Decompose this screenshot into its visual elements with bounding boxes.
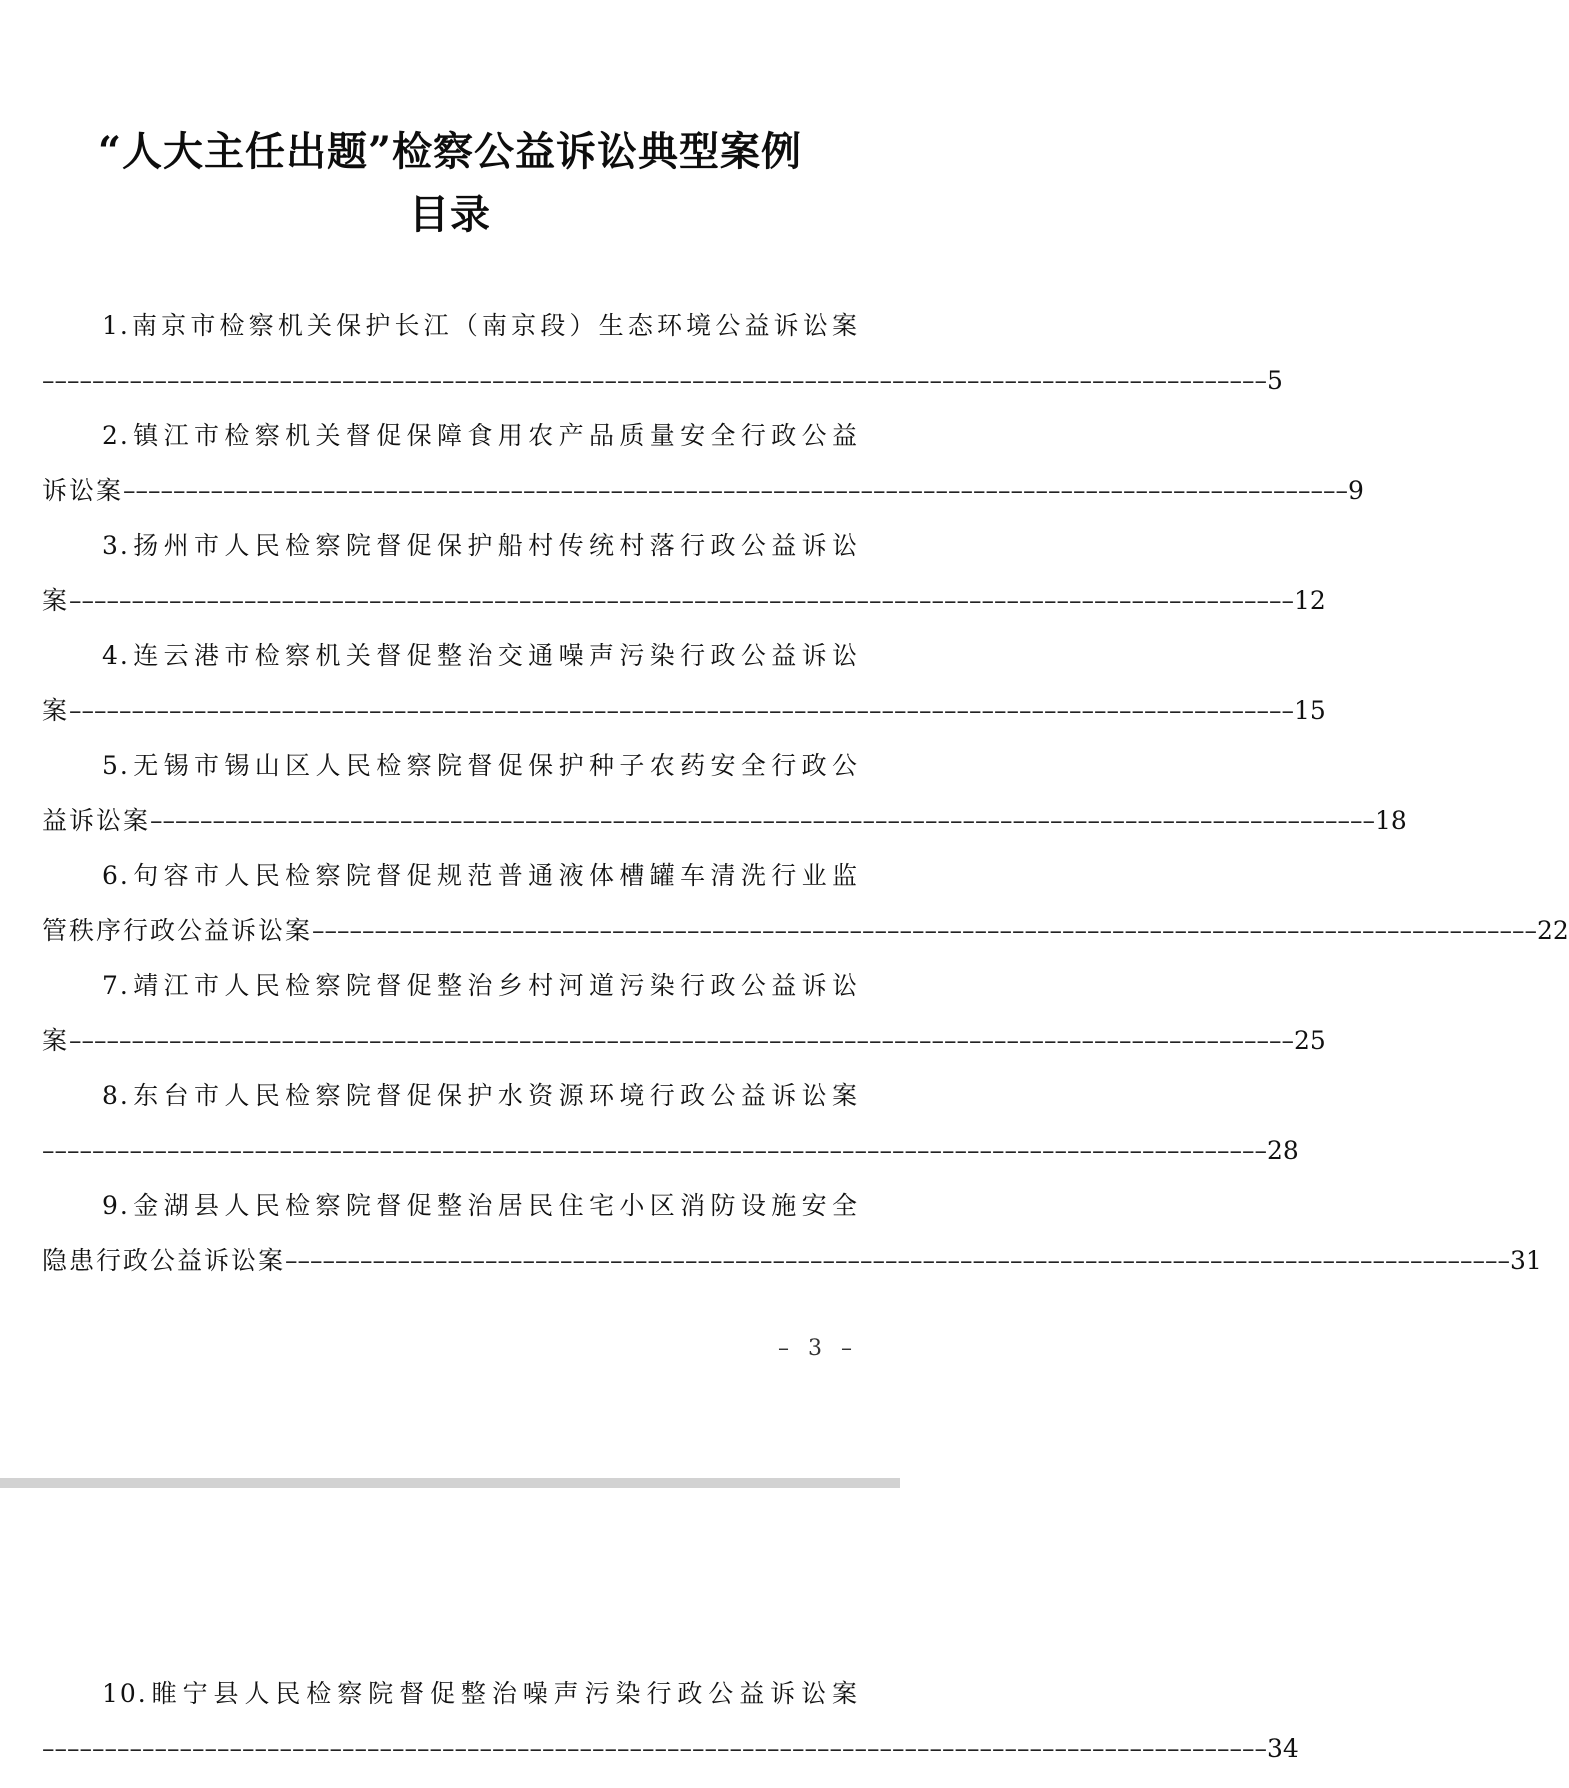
table-of-contents-continued bbox=[42, 1666, 1299, 1776]
page-folio: – 3 – bbox=[778, 1336, 858, 1361]
toc-page-number: 34 bbox=[1267, 1734, 1299, 1763]
document-page-4 bbox=[0, 1488, 1299, 1788]
toc-entry-10[interactable] bbox=[42, 1666, 1299, 1776]
dotted-leader: –––––––––––––––––––––––––––––––––––––––––––––––––––––––––––––––––––––––––––––––––––––––––––––––––– bbox=[69, 586, 1295, 615]
toc-entry-leader-line bbox=[42, 683, 1326, 738]
toc-page-number: 25 bbox=[1294, 1026, 1326, 1055]
toc-entry-leader-line bbox=[42, 1233, 1542, 1288]
dotted-leader: –––––––––––––––––––––––––––––––––––––––––––––––––––––––––––––––––––––––––––––––––––––––––––––––––– bbox=[123, 476, 1349, 505]
toc-page-number: 22 bbox=[1537, 916, 1569, 945]
toc-entry-continuation: 隐患行政公益诉讼案 bbox=[42, 1246, 286, 1275]
toc-entry-continuation: 案 bbox=[42, 586, 70, 615]
toc-entry-text: 10.睢宁县人民检察院督促整治噪声污染行政公益诉讼案 bbox=[102, 1679, 859, 1708]
toc-page-number: 9 bbox=[1348, 476, 1364, 505]
toc-entry-6[interactable] bbox=[42, 848, 1569, 958]
toc-entry-text: 1.南京市检察机关保护长江（南京段）生态环境公益诉讼案 bbox=[102, 311, 859, 340]
toc-page-number: 28 bbox=[1267, 1136, 1299, 1165]
toc-entry-text: 7.靖江市人民检察院督促整治乡村河道污染行政公益诉讼 bbox=[102, 971, 859, 1000]
toc-entry-leader-line bbox=[42, 1721, 1299, 1776]
dotted-leader: –––––––––––––––––––––––––––––––––––––––––––––––––––––––––––––––––––––––––––––––––––––––––––––––––– bbox=[42, 1734, 1267, 1763]
toc-entry-text: 2.镇江市检察机关督促保障食用农产品质量安全行政公益 bbox=[102, 421, 859, 450]
toc-page-number: 12 bbox=[1294, 586, 1326, 615]
toc-page-number: 18 bbox=[1375, 806, 1407, 835]
dotted-leader: –––––––––––––––––––––––––––––––––––––––––––––––––––––––––––––––––––––––––––––––––––––––––––––––––– bbox=[69, 696, 1295, 725]
toc-entry-leader-line bbox=[42, 793, 1407, 848]
dotted-leader: –––––––––––––––––––––––––––––––––––––––––––––––––––––––––––––––––––––––––––––––––––––––––––––––––– bbox=[42, 366, 1267, 395]
toc-entry-9[interactable] bbox=[42, 1178, 1542, 1288]
toc-heading: 目录 bbox=[409, 191, 491, 238]
toc-entry-4[interactable] bbox=[42, 628, 1326, 738]
toc-page-number: 31 bbox=[1510, 1246, 1542, 1275]
dotted-leader: –––––––––––––––––––––––––––––––––––––––––––––––––––––––––––––––––––––––––––––––––––––––––––––––––– bbox=[42, 1136, 1267, 1165]
toc-entry-continuation: 诉讼案 bbox=[42, 476, 124, 505]
toc-entry-text: 8.东台市人民检察院督促保护水资源环境行政公益诉讼案 bbox=[102, 1081, 859, 1110]
toc-entry-text: 9.金湖县人民检察院督促整治居民住宅小区消防设施安全 bbox=[102, 1191, 859, 1220]
toc-entry-continuation: 案 bbox=[42, 696, 70, 725]
toc-page-number: 15 bbox=[1294, 696, 1326, 725]
toc-entry-8[interactable] bbox=[42, 1068, 1299, 1178]
toc-entry-3[interactable] bbox=[42, 518, 1326, 628]
toc-entry-text: 3.扬州市人民检察院督促保护船村传统村落行政公益诉讼 bbox=[102, 531, 859, 560]
toc-entry-leader-line bbox=[42, 463, 1364, 518]
toc-entry-text: 6.句容市人民检察院督促规范普通液体槽罐车清洗行业监 bbox=[102, 861, 859, 890]
toc-entry-leader-line bbox=[42, 353, 1283, 408]
toc-entry-continuation: 案 bbox=[42, 1026, 70, 1055]
toc-entry-continuation: 益诉讼案 bbox=[42, 806, 151, 835]
toc-entry-continuation: 管秩序行政公益诉讼案 bbox=[42, 916, 313, 945]
toc-entry-leader-line bbox=[42, 903, 1569, 958]
toc-entry-text: 4.连云港市检察机关督促整治交通噪声污染行政公益诉讼 bbox=[102, 641, 859, 670]
toc-entry-leader-line bbox=[42, 573, 1326, 628]
toc-page-number: 5 bbox=[1267, 366, 1283, 395]
dotted-leader: –––––––––––––––––––––––––––––––––––––––––––––––––––––––––––––––––––––––––––––––––––––––––––––––––– bbox=[312, 916, 1538, 945]
toc-entry-5[interactable] bbox=[42, 738, 1407, 848]
document-title: “人大主任出题”检察公益诉讼典型案例 bbox=[97, 128, 802, 175]
page-separator bbox=[0, 1478, 900, 1488]
toc-entry-1[interactable] bbox=[42, 298, 1283, 408]
toc-entry-7[interactable] bbox=[42, 958, 1326, 1068]
table-of-contents bbox=[42, 298, 1569, 1288]
dotted-leader: –––––––––––––––––––––––––––––––––––––––––––––––––––––––––––––––––––––––––––––––––––––––––––––––––– bbox=[150, 806, 1376, 835]
dotted-leader: –––––––––––––––––––––––––––––––––––––––––––––––––––––––––––––––––––––––––––––––––––––––––––––––––– bbox=[69, 1026, 1295, 1055]
toc-entry-text: 5.无锡市锡山区人民检察院督促保护种子农药安全行政公 bbox=[102, 751, 859, 780]
toc-entry-leader-line bbox=[42, 1123, 1299, 1178]
dotted-leader: –––––––––––––––––––––––––––––––––––––––––––––––––––––––––––––––––––––––––––––––––––––––––––––––––– bbox=[285, 1246, 1511, 1275]
toc-entry-leader-line bbox=[42, 1013, 1326, 1068]
toc-entry-2[interactable] bbox=[42, 408, 1364, 518]
